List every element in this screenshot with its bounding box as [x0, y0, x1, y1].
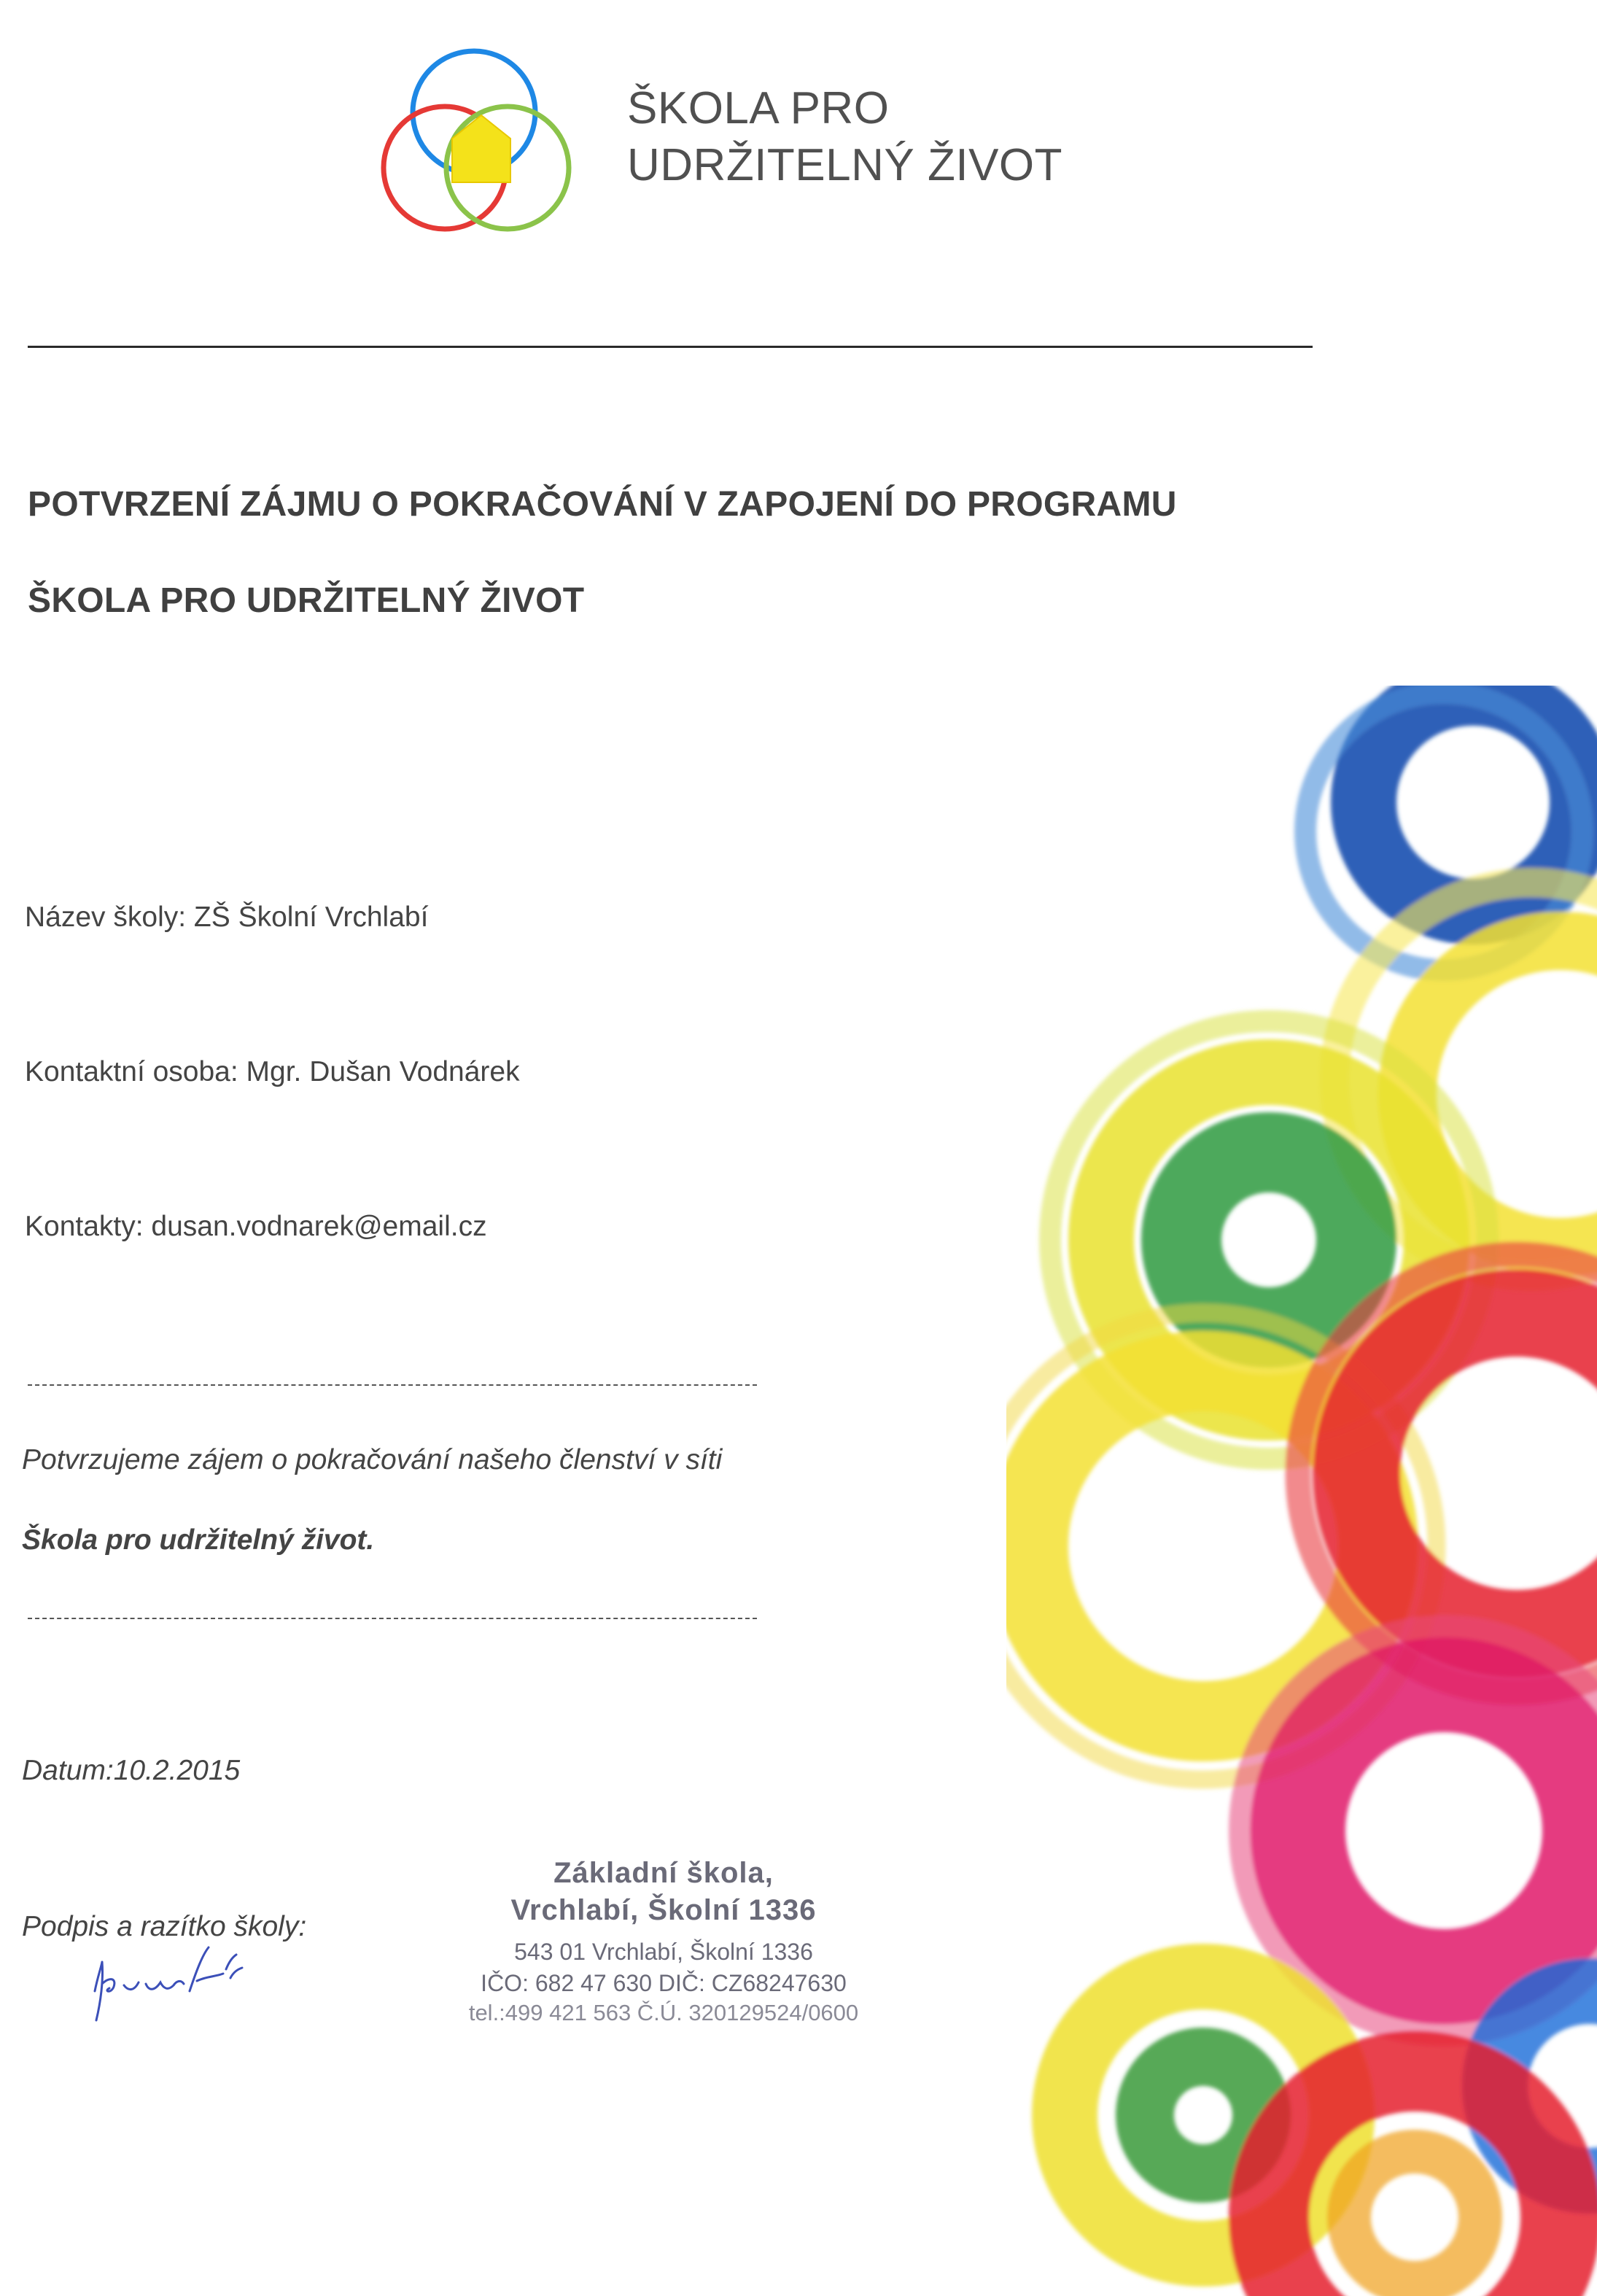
header-divider	[28, 346, 1313, 348]
dashed-divider-top	[28, 1384, 757, 1386]
signature-label: Podpis a razítko školy:	[22, 1911, 307, 1942]
date-field: Datum:10.2.2015	[22, 1755, 241, 1786]
logo-wordmark	[627, 80, 1062, 194]
logo-line-2: UDRŽITELNÝ ŽIVOT	[627, 140, 1063, 190]
stamp-line-3: 543 01 Vrchlabí, Školní 1336	[514, 1939, 813, 1965]
handwritten-signature-icon	[88, 1940, 292, 2028]
contact-person-field: Kontaktní osoba: Mgr. Dušan Vodnárek	[25, 1056, 520, 1087]
logo-line-1: ŠKOLA PRO	[627, 83, 890, 133]
confirmation-statement-line-1: Potvrzujeme zájem o pokračování našeho členství v síti	[22, 1444, 723, 1475]
confirmation-statement-line-2: Škola pro udržitelný život.	[22, 1524, 375, 1556]
decorative-paint-swirls	[1006, 686, 1597, 2296]
stamp-line-1: Základní škola,	[553, 1857, 774, 1889]
contacts-field: Kontakty: dusan.vodnarek@email.cz	[25, 1211, 487, 1242]
stamp-line-2: Vrchlabí, Školní 1336	[510, 1894, 817, 1926]
document-title-line-1: POTVRZENÍ ZÁJMU O POKRAČOVÁNÍ V ZAPOJENÍ DO PROGRAMU	[28, 485, 1177, 524]
dashed-divider-bottom	[28, 1618, 757, 1619]
three-circles-house-logo-icon	[365, 36, 598, 241]
document-title-line-2: ŠKOLA PRO UDRŽITELNÝ ŽIVOT	[28, 581, 585, 620]
stamp-line-4: IČO: 682 47 630 DIČ: CZ68247630	[481, 1970, 847, 1996]
stamp-line-5: tel.:499 421 563 Č.Ú. 320129524/0600	[468, 2000, 859, 2025]
school-name-field: Název školy: ZŠ Školní Vrchlabí	[25, 901, 429, 933]
school-stamp	[408, 1854, 919, 2028]
